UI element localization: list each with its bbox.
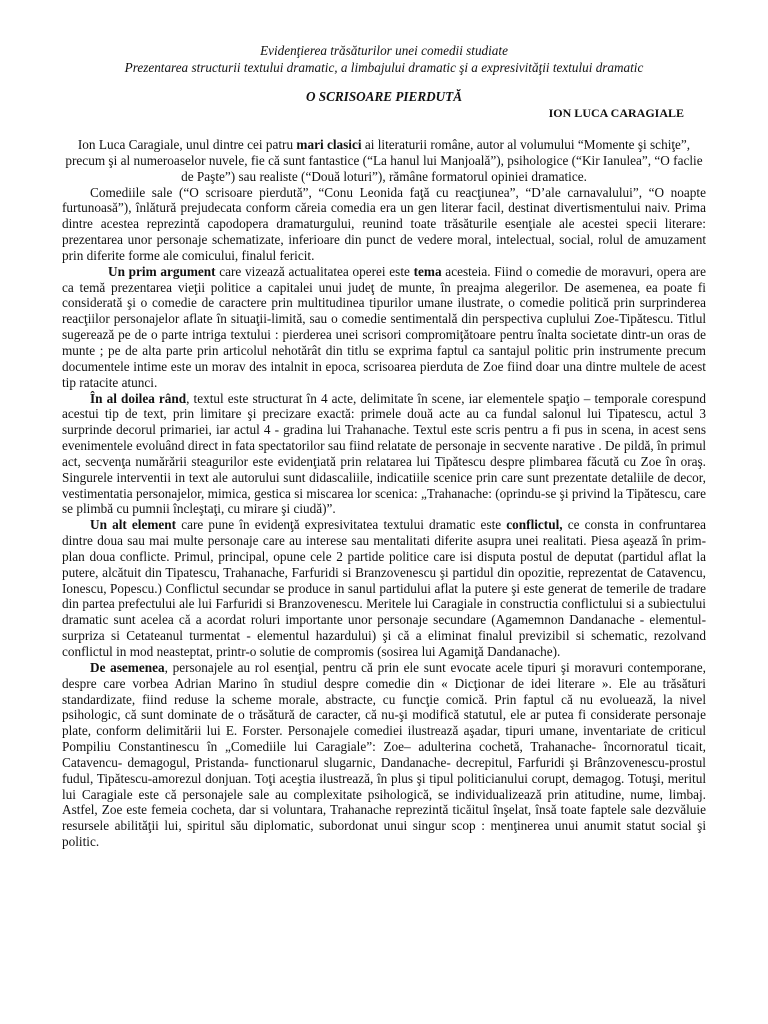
paragraph-comedies: Comediile sale (“O scrisoare pierdută”, “Conu Leonida faţă cu reacţiunea”, “D’ale carnavalului”, “O noapte furtunoasă”), înlătură prejudecata conform căreia comedia era un gen literar facil, destinat divertismentului naiv. Prima dintre acestea reprezintă capodopera dramaturgului, reunind toate trăsăturile esenţiale ale acestei specii literare: prezentarea unor personaje schematizate, inferioare din punct de vedere moral, intelectual, social, rolul de amuzament prin diferite forme ale comicului, finalul fericit. <box>62 184 706 263</box>
p5-bold-un-alt-element: Un alt element <box>90 517 177 533</box>
p6-bold-de-asemenea: De asemenea <box>90 659 165 675</box>
p5-bold-conflictul: conflictul, <box>506 517 563 533</box>
p4-text-b: , textul este structurat în 4 acte, delimitate în scene, iar elementele spaţio – temporale corespund acestui tip de text, prin limitare şi precizare exactă: primele două acte au ca fundal salonul lui Tipatescu, actul 3 surprinde decorul primariei, iar actul 4 - gradina lui Trahanache. Textul este scris pentru a fi pus in scena, in acest sens evenimentele evoluând direct in fata spectatorilor sau fiind relatate de personaje in secvente narative . De pildă, în primul act, secvenţa numărării steagurilor este evidenţiată prin relatarea lui Tipătescu despre plimbarea făcută cu Zoe în oraş. Singurele interventii in text ale autorului sunt didascaliile, indicatiile scenice prin care sunt prezentate detaliile de decor, vestimentatia personajelor, mimica, gestica si miscarea lor scenica: „Trahanache: (oprindu-se şi privind la Tipătescu, care se plimbă cu pumnii încleştaţi, cu mirare şi ciudă)”. <box>62 390 706 517</box>
header-line-1: Evidenţierea trăsăturilor unei comedii studiate <box>260 43 508 58</box>
paragraph-second <box>62 391 706 518</box>
document-author: ION LUCA CARAGIALE <box>548 106 684 120</box>
paragraph-conflict <box>62 517 706 660</box>
p6-text-b: , personajele au rol esenţial, pentru că prin ele sunt evocate acele tipuri şi moravuri contemporane, despre care vorbea Adrian Marino în studiul despre comedie din « Dicţionar de idei literare ». Ele au trăsături standardizate, fiind reduse la scheme morale, abstracte, cu funcţie comică. Prin faptul că nu evoluează, la nivel psihologic, că sunt dominate de o trăsătură de caracter, că nu-şi modifică statutul, ele ar putea fi considerate personaje plate, conform delimitării lui E. Forster. Personajele comediei ilustrează aşadar, tipuri umane, inventariate de criticul Pompiliu Constantinescu în „Comediile lui Caragiale”: Zoe– adulterina cochetă, Trahanache- încornoratul ticait, Catavencu- demagogul, Pristanda- functionarul slugarnic, Dandanache- decrepitul, Farfuridi şi Brânzovenescu-prostul fudul, Tipătescu-amorezul donjuan. Toţi aceştia ilustrează, în plus şi tipul politicianului corupt, demagog. Totuşi, meritul lui Caragiale este că personajele sale au complexitate psihologică, se individualizează prin atitudine, nume, limbaj. Astfel, Zoe este femeia cocheta, dar si voluntara, Trahanache reprezintă ticăitul înşelat, însă toate faptele sale dezvăluie resursele abilităţii lui, spiritul său diplomatic, subordonat unui singur scop : menţinerea unui anumit statut social şi politic. <box>62 659 706 850</box>
p3-bold-tema: tema <box>413 263 442 279</box>
paragraph-first-argument <box>62 264 706 391</box>
p1-text-c: ai literaturii române, autor al volumului “Momente şi schiţe”, precum şi al numeroaselor nuvele, fie că sunt fantastice (“La hanul lui Manjoală”), psihologice (“Kir Ianulea”, “O faclie de Paşte”) sau realiste (“Două loturi”), rămâne formatorul opiniei dramatice. <box>65 137 703 184</box>
document-header <box>62 42 706 76</box>
p3-bold-un-prim-argument: Un prim argument <box>108 263 216 279</box>
paragraph-characters <box>62 660 706 850</box>
p5-text-d: ce consta in confruntarea dintre doua sau mai multe personaje care au interese sau mentalitati diferite asupra unei realitati. Piesa aşează în prim-plan doua conflicte. Primul, principal, opune cele 2 partide politice care isi disputa postul de deputat (partidul aflat la putere, alcătuit din Tipatescu, Trahanache, Farfuridi si Branzovenescu şi partidul din opozitie, reprezentat de Catavencu, Ionescu, Popescu.) Conflictul secundar se produce in sanul partidului aflat la putere şi este generat de temerile de tradare din partea prefectului ale lui Farfuridi si Branzovenescu. Meritele lui Caragiale in constructia conflictului si a subiectului dramatic sunt acelea că a acordat roluri importante unor personaje secundare (Agamemnon Dandanache - elementul-surpriza si Cetateanul turmentat - elementul hazardului) şi că a eliminat finalul previzibil si schematic, rezolvand conflictul in mod neasteptat, printr-o solutie de compromis (sosirea lui Agamiţă Dandanache). <box>62 517 706 659</box>
p4-bold-al-doilea-rand: În al doilea rând <box>90 390 187 406</box>
document-title: O SCRISOARE PIERDUTĂ <box>305 89 463 104</box>
paragraph-intro <box>62 137 706 185</box>
p5-text-b: care pune în evidenţă expresivitatea textului dramatic este <box>176 517 507 533</box>
p1-text-a: Ion Luca Caragiale, unul dintre cei patru <box>77 137 297 152</box>
header-line-2: Prezentarea structurii textului dramatic, a limbajului dramatic şi a expresivităţii textului dramatic <box>124 60 644 75</box>
p1-bold-mari-clasici: mari clasici <box>296 137 362 152</box>
p3-text-b: care vizează actualitatea operei este <box>215 263 414 279</box>
p3-text-d: acesteia. Fiind o comedie de moravuri, opera are ca temă prezentarea vieţii politice a capitalei unui judeţ de munte, în preajma alegerilor. De asemenea, ea poate fi considerată şi o comedie de caractere prin multitudinea tipurilor umane ilustrate, o comedie politică prin surprinderea reacţiilor personajelor aflate în situaţii-limită, sau o comedie sentimentală din perspectiva cuplului Zoe-Tipătescu. Titlul sugerează pe de o parte intriga textului : pierderea unei scrisori compromiţătoare pentru înalta societate dintr-un oras de munte ; pe de alta parte prin articolul nehotărât din titlu se exprima faptul ca santajul politic prin instrumente precum documentele intime este un morav des intalnit in epoca, scrisoarea pierduta de Zoe fiind doar una dintre multele de acest tip ratacite atunci. <box>62 263 707 390</box>
